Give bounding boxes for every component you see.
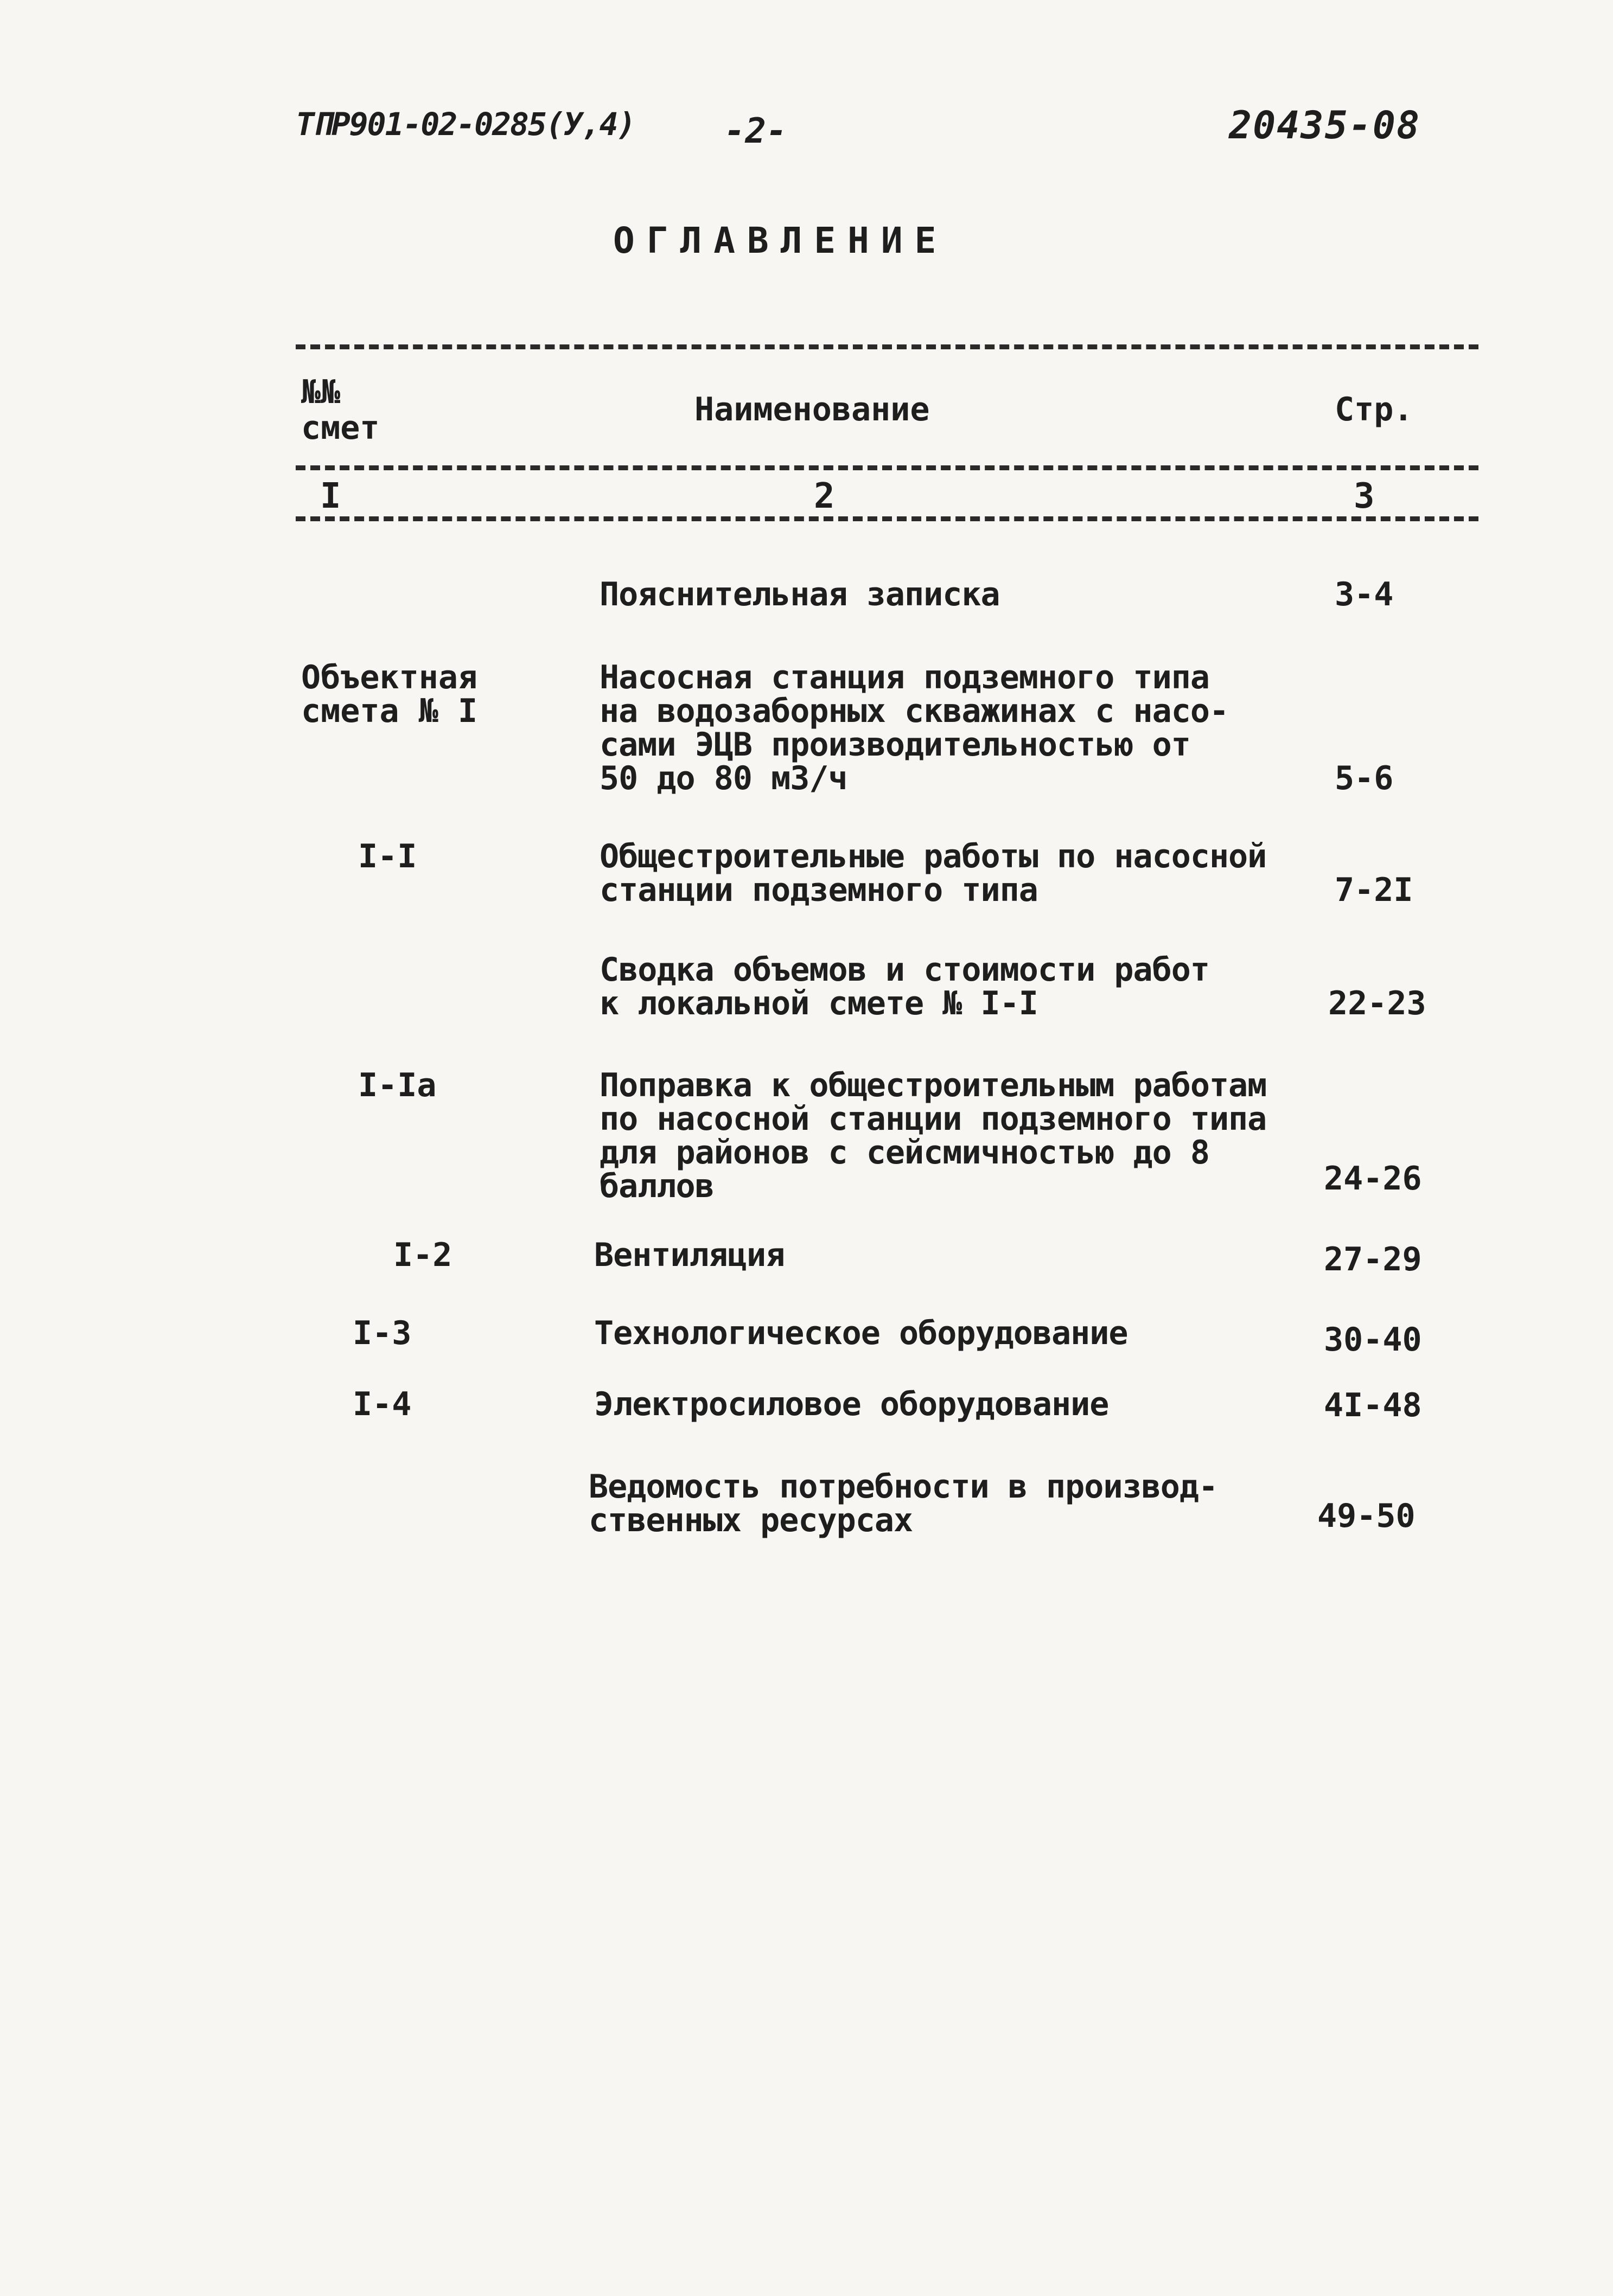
toc-row-code: I-Iа xyxy=(358,1066,437,1104)
toc-row-pages: 27-29 xyxy=(1324,1240,1422,1278)
page-title: ОГЛАВЛЕНИЕ xyxy=(613,220,948,261)
column-number-2: 2 xyxy=(814,476,835,516)
toc-row-pages: 22-23 xyxy=(1328,984,1426,1022)
toc-row-name: Общестроительные работы по насосной станции подземного типа xyxy=(600,837,1267,909)
toc-row-pages: 30-40 xyxy=(1324,1321,1422,1359)
toc-row-name: Пояснительная записка xyxy=(600,575,1000,613)
toc-row-pages: 4I-48 xyxy=(1324,1386,1422,1424)
toc-row-code: Объектная смета № I xyxy=(301,658,478,730)
toc-row-name: Электросиловое оборудование xyxy=(594,1385,1109,1423)
toc-row-pages: 3-4 xyxy=(1335,575,1394,613)
toc-row-name: Технологическое оборудование xyxy=(594,1314,1128,1352)
toc-row-name: Сводка объемов и стоимости работ к локальной смете № I-I xyxy=(600,951,1209,1022)
toc-row-pages: 7-2I xyxy=(1335,871,1413,909)
toc-row-code: I-4 xyxy=(353,1385,412,1423)
toc-row-code: I-2 xyxy=(393,1236,452,1274)
toc-row-pages: 24-26 xyxy=(1324,1160,1422,1198)
toc-row-name: Поправка к общестроительным работам по насосной станции подземного типа для районов с сейсмичностью до 8 баллов xyxy=(600,1066,1267,1205)
archive-number: 20435-08 xyxy=(1229,103,1421,148)
page-number: -2- xyxy=(724,111,787,151)
column-number-1: I xyxy=(320,476,341,516)
document-code: ТПР901-02-0285(У,4) xyxy=(296,106,635,143)
toc-row-code: I-I xyxy=(358,837,417,875)
toc-row-pages: 49-50 xyxy=(1317,1497,1416,1535)
column-header-estimate-number: №№ смет xyxy=(301,373,380,447)
toc-row-name: Ведомость потребности в производ- ственных ресурсах xyxy=(589,1468,1218,1539)
column-header-name: Наименование xyxy=(694,391,930,428)
toc-row-name: Вентиляция xyxy=(594,1236,785,1274)
column-header-page: Стр. xyxy=(1335,391,1413,428)
toc-row-name: Насосная станция подземного типа на водозаборных скважинах с насо- сами ЭЦВ производительностью от 50 до 80 м3/ч xyxy=(600,658,1229,797)
column-number-3: 3 xyxy=(1354,476,1375,516)
toc-row-code: I-3 xyxy=(353,1314,412,1352)
toc-row-pages: 5-6 xyxy=(1335,759,1394,797)
